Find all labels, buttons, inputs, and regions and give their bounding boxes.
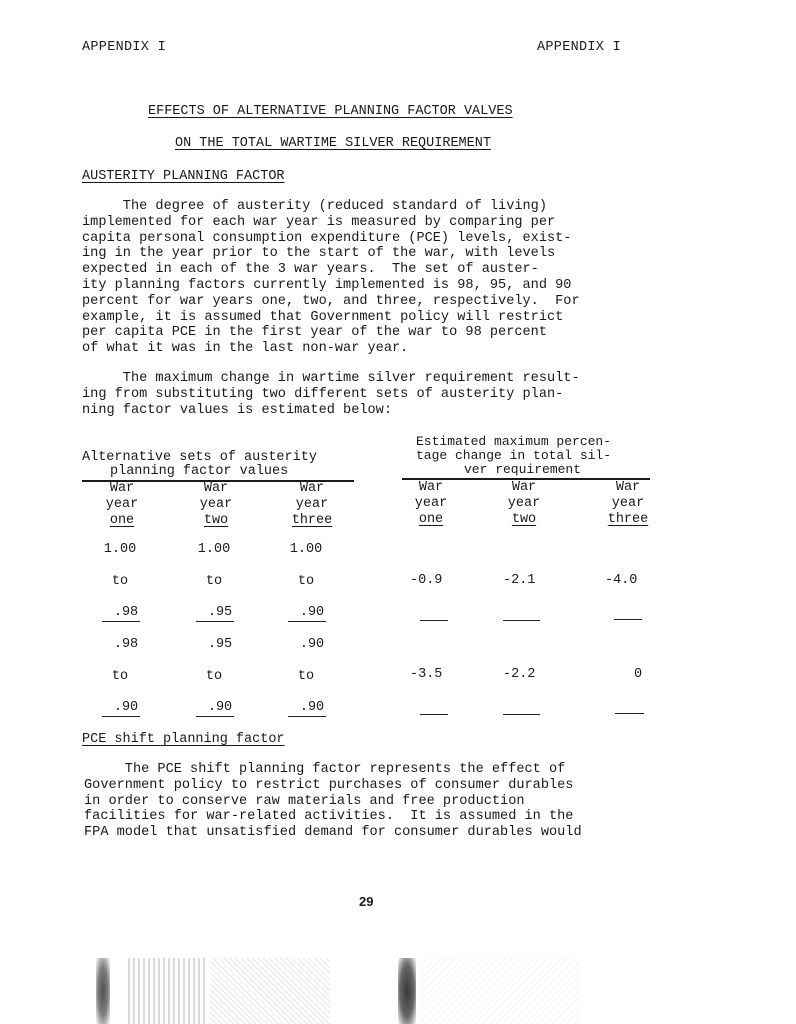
running-header-right: APPENDIX I — [537, 40, 622, 55]
from-value: .98 — [113, 637, 139, 652]
document-title-line-1: EFFECTS OF ALTERNATIVE PLANNING FACTOR VALVES — [148, 104, 513, 119]
col-header-text: War — [418, 480, 444, 495]
scan-artifact — [398, 958, 416, 1024]
section-heading-austerity: AUSTERITY PLANNING FACTOR — [82, 169, 285, 184]
change-value: 0 — [634, 667, 643, 682]
total-rule — [288, 716, 326, 717]
to-value: .95 — [207, 605, 233, 620]
col-header-text: two — [203, 513, 229, 528]
right-group-header-line-3: ver requirement — [464, 462, 582, 477]
to-value: .90 — [207, 700, 233, 715]
change-rule — [615, 713, 644, 714]
change-rule — [614, 619, 642, 620]
total-rule — [288, 621, 326, 622]
to-value: .90 — [299, 700, 325, 715]
change-rule — [420, 620, 448, 621]
left-group-header-line-1: Alternative sets of austerity — [82, 450, 317, 465]
col-header-text: year — [611, 496, 645, 511]
from-value: .95 — [207, 637, 233, 652]
col-header-right-year-one — [402, 480, 460, 528]
col-header-text: year — [414, 496, 448, 511]
change-rule — [503, 620, 540, 621]
col-header-text: two — [511, 512, 537, 527]
page-number: 29 — [359, 894, 374, 909]
total-rule — [102, 621, 140, 622]
col-header-text: year — [295, 497, 329, 512]
scan-artifact — [128, 958, 208, 1024]
col-header-text: three — [291, 513, 333, 528]
total-rule — [196, 716, 234, 717]
col-header-text: one — [418, 512, 444, 527]
col-header-text: year — [507, 496, 541, 511]
total-rule — [102, 716, 140, 717]
to-word: to — [205, 669, 223, 684]
col-header-text: year — [199, 497, 233, 512]
col-header-right-year-three — [598, 480, 658, 528]
document-title-line-2: ON THE TOTAL WARTIME SILVER REQUIREMENT — [175, 136, 491, 151]
to-word: to — [297, 669, 315, 684]
col-header-text: year — [105, 497, 139, 512]
col-header-text: one — [109, 513, 135, 528]
change-rule — [420, 714, 448, 715]
right-group-header-line-1: Estimated maximum percen- — [416, 434, 612, 449]
scan-artifact — [420, 958, 580, 1024]
col-header-left-year-three — [282, 481, 342, 529]
running-header-left: APPENDIX I — [82, 40, 167, 55]
col-header-text: War — [109, 481, 135, 496]
from-value: 1.00 — [197, 542, 231, 557]
change-value: -3.5 — [410, 667, 443, 682]
pce-shift-paragraph: The PCE shift planning factor represents the effect of Government policy to restrict purchases of consumer durables in order to conserve raw materials and free production facilities for war-related activities. It is assumed in the FPA model that unsatisfied demand for consumer durables would — [84, 762, 582, 841]
austerity-paragraph-1: The degree of austerity (reduced standard of living) implemented for each war year is measured by comparing per capita personal consumption expenditure (PCE) levels, exist- ing in the year prior to the start of the war, with levels expected in each of the 3 war years. The set of auster- ity planning factors currently implemented is 98, 95, and 90 percent for war years one, two, and three, respectively. For example, it is assumed that Government policy will restrict per capita PCE in the first year of the war to 98 percent of what it was in the last non-war year. — [82, 199, 580, 357]
to-word: to — [205, 574, 223, 589]
to-word: to — [111, 669, 129, 684]
to-value: .90 — [113, 700, 139, 715]
col-header-text: War — [511, 480, 537, 495]
to-value: .90 — [299, 605, 325, 620]
left-group-header-line-2: planning factor values — [110, 464, 289, 479]
to-word: to — [111, 574, 129, 589]
col-header-text: War — [203, 481, 229, 496]
section-heading-pce-shift: PCE shift planning factor — [82, 732, 285, 747]
col-header-text: War — [615, 480, 641, 495]
from-value: 1.00 — [289, 542, 323, 557]
change-value: -2.2 — [503, 667, 536, 682]
from-value: 1.00 — [103, 542, 137, 557]
austerity-paragraph-2: The maximum change in wartime silver requirement result- ing from substituting two different sets of austerity plan- ning factor values is estimated below: — [82, 371, 580, 418]
col-header-text: three — [607, 512, 649, 527]
to-word: to — [297, 574, 315, 589]
change-value: -4.0 — [605, 573, 638, 588]
scan-artifact — [96, 958, 110, 1024]
to-value: .98 — [113, 605, 139, 620]
col-header-left-year-two — [186, 481, 246, 529]
col-header-text: War — [299, 481, 325, 496]
total-rule — [196, 621, 234, 622]
change-rule — [503, 714, 540, 715]
col-header-left-year-one — [92, 481, 152, 529]
scan-artifact — [210, 958, 330, 1024]
right-group-header-line-2: tage change in total sil- — [416, 448, 612, 463]
col-header-right-year-two — [494, 480, 554, 528]
change-value: -2.1 — [503, 573, 536, 588]
from-value: .90 — [299, 637, 325, 652]
change-value: -0.9 — [410, 573, 443, 588]
